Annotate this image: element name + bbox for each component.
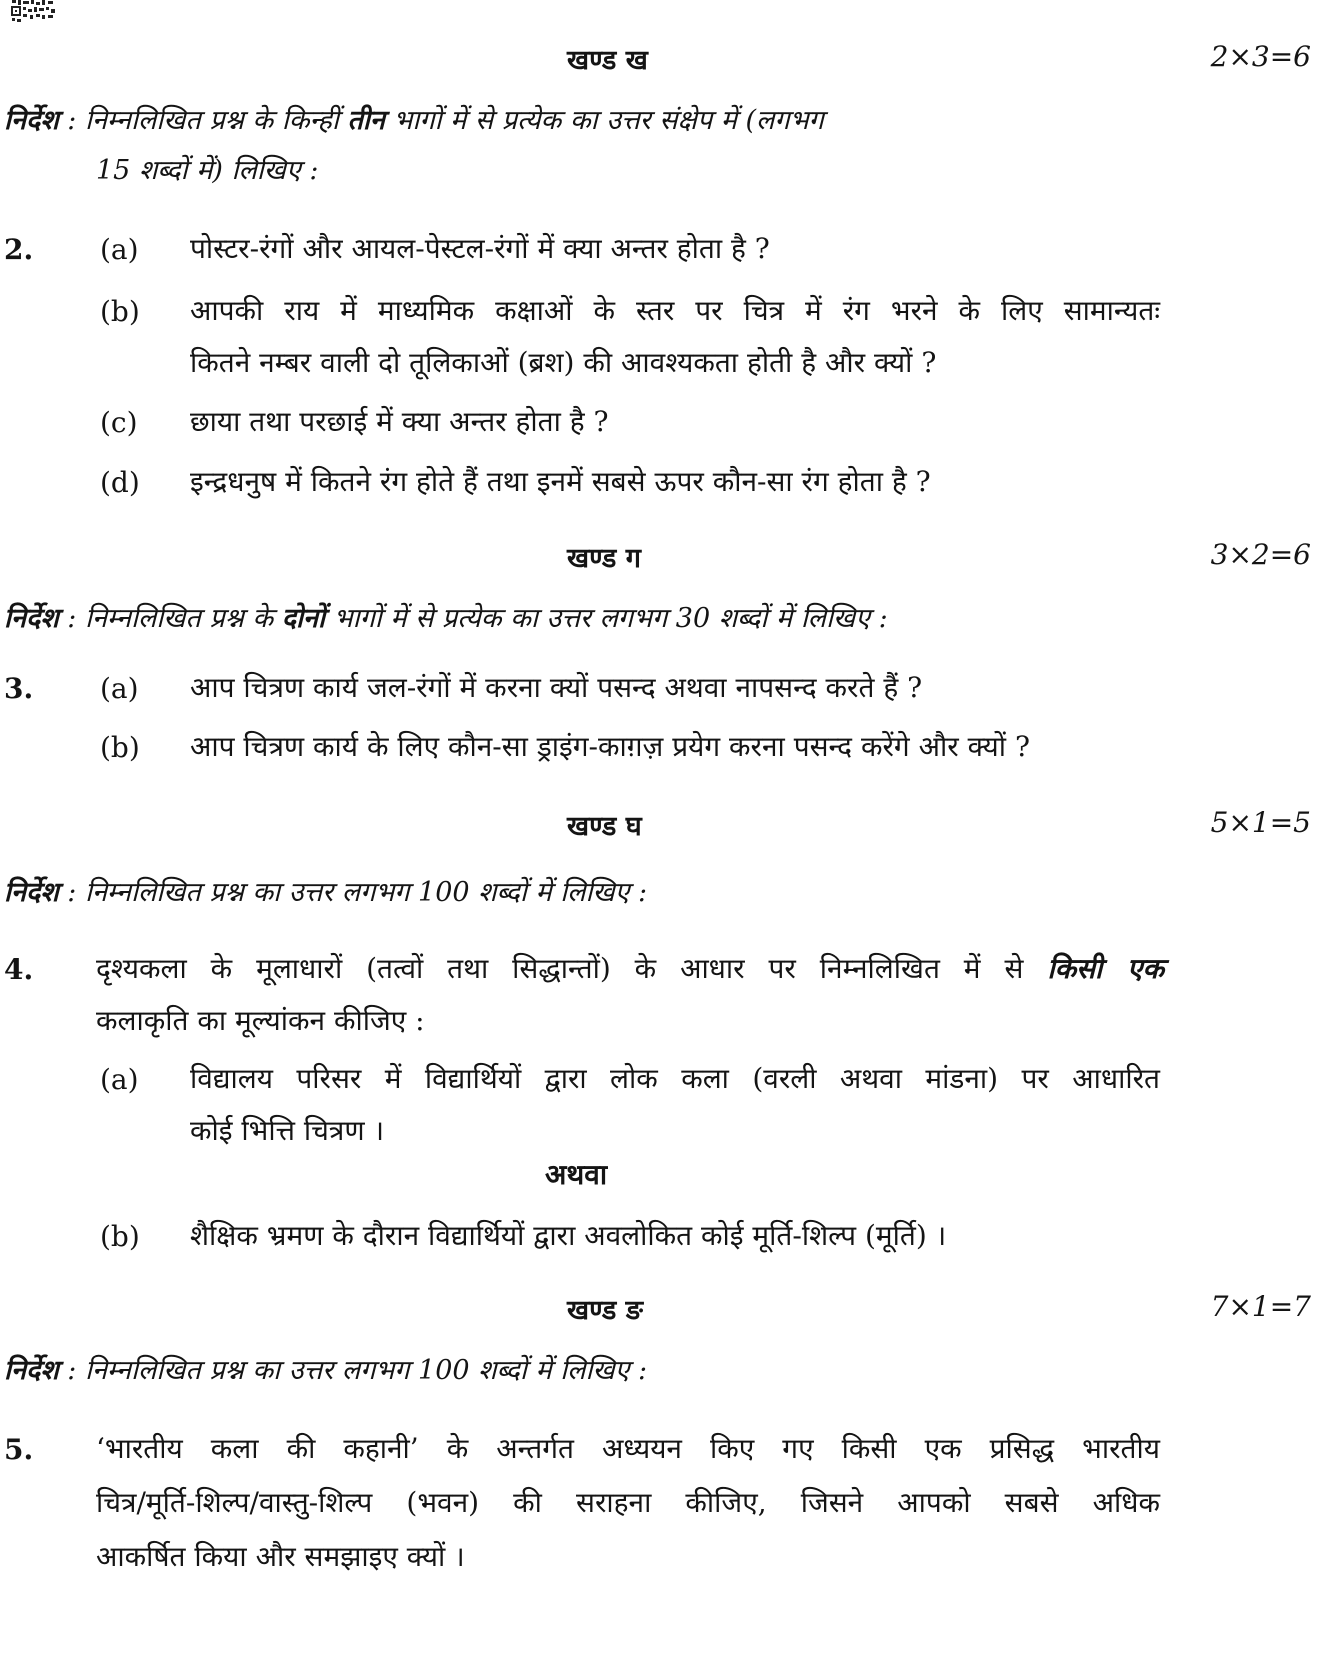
q2-part-c-text: छाया तथा परछाई में क्या अन्तर होता है ? bbox=[190, 405, 609, 438]
question-number-3: 3. bbox=[4, 672, 34, 705]
question-number-2: 2. bbox=[4, 233, 34, 266]
section-heading-ga: खण्ड ग bbox=[567, 543, 641, 574]
q2-part-b-line2: कितने नम्बर वाली दो तूलिकाओं (ब्रश) की आवश्यकता होती है और क्यों ? bbox=[190, 346, 937, 379]
instruction-ga bbox=[4, 598, 888, 635]
section-heading-nga: खण्ड ङ bbox=[567, 1295, 643, 1326]
instruction-label: निर्देश bbox=[4, 1355, 59, 1386]
section-marks-kha: 2×3=6 bbox=[1210, 40, 1311, 73]
q2-part-d-label: (d) bbox=[100, 466, 140, 499]
instruction-text: : निम्नलिखित प्रश्न का उत्तर लगभग 100 शब्दों में लिखिए : bbox=[58, 877, 648, 908]
instruction-emphasis: तीन bbox=[347, 105, 385, 136]
q4-stem-text: दृश्यकला के मूलाधारों (तत्वों तथा सिद्धान्तों) के आधार पर निम्नलिखित में से bbox=[96, 952, 1048, 985]
instruction-gha bbox=[4, 872, 647, 909]
instruction-emphasis: दोनों bbox=[281, 603, 326, 634]
q2-part-a-label: (a) bbox=[100, 233, 139, 266]
q3-part-a-text: आप चित्रण कार्य जल-रंगों में करना क्यों पसन्द अथवा नापसन्द करते हैं ? bbox=[190, 671, 923, 704]
instruction-label: निर्देश bbox=[4, 603, 59, 634]
question-number-5: 5. bbox=[4, 1433, 34, 1466]
section-marks-gha: 5×1=5 bbox=[1210, 806, 1311, 839]
qr-code-icon bbox=[8, 0, 60, 24]
q4-part-a-line1: विद्यालय परिसर में विद्यार्थियों द्वारा लोक कला (वरली अथवा मांडना) पर आधारित bbox=[190, 1062, 1160, 1095]
q2-part-b-label: (b) bbox=[100, 295, 140, 328]
instruction-text: भागों में से प्रत्येक का उत्तर लगभग 30 शब्दों में लिखिए : bbox=[325, 603, 888, 634]
section-heading-gha: खण्ड घ bbox=[567, 811, 642, 842]
q4-stem-line2: कलाकृति का मूल्यांकन कीजिए : bbox=[96, 1004, 425, 1037]
instruction-nga bbox=[4, 1350, 647, 1387]
section-marks-ga: 3×2=6 bbox=[1210, 538, 1311, 571]
instruction-label: निर्देश bbox=[4, 877, 59, 908]
section-marks-nga: 7×1=7 bbox=[1210, 1290, 1311, 1323]
or-separator: अथवा bbox=[545, 1158, 608, 1191]
instruction-text: भागों में से प्रत्येक का उत्तर संक्षेप में (लगभग bbox=[384, 105, 824, 136]
q4-part-b-text: शैक्षिक भ्रमण के दौरान विद्यार्थियों द्वारा अवलोकित कोई मूर्ति-शिल्प (मूर्ति) । bbox=[190, 1219, 947, 1252]
q4-part-a-line2: कोई भित्ति चित्रण । bbox=[190, 1114, 385, 1147]
q5-line3: आकर्षित किया और समझाइए क्यों । bbox=[96, 1540, 465, 1573]
instruction-kha bbox=[4, 100, 824, 137]
question-number-4: 4. bbox=[4, 953, 34, 986]
instruction-label: निर्देश bbox=[4, 105, 59, 136]
q5-line2: चित्र/मूर्ति-शिल्प/वास्तु-शिल्प (भवन) की सराहना कीजिए, जिसने आपको सबसे अधिक bbox=[96, 1486, 1160, 1519]
q2-part-a-text: पोस्टर-रंगों और आयल-पेस्टल-रंगों में क्या अन्तर होता है ? bbox=[190, 232, 770, 265]
section-heading-kha: खण्ड ख bbox=[567, 45, 648, 76]
q4-part-a-label: (a) bbox=[100, 1063, 139, 1096]
q2-part-c-label: (c) bbox=[100, 406, 138, 439]
q3-part-b-text: आप चित्रण कार्य के लिए कौन-सा ड्राइंग-काग़ज़ प्रयेग करना पसन्द करेंगे और क्यों ? bbox=[190, 730, 1030, 763]
instruction-text: : निम्नलिखित प्रश्न का उत्तर लगभग 100 शब्दों में लिखिए : bbox=[58, 1355, 648, 1386]
q3-part-a-label: (a) bbox=[100, 672, 139, 705]
q3-part-b-label: (b) bbox=[100, 731, 140, 764]
q4-stem-line1 bbox=[96, 942, 1164, 996]
instruction-text: : निम्नलिखित प्रश्न के किन्हीं bbox=[58, 105, 348, 136]
q2-part-d-text: इन्द्रधनुष में कितने रंग होते हैं तथा इनमें सबसे ऊपर कौन-सा रंग होता है ? bbox=[190, 465, 931, 498]
q4-stem-emphasis: किसी एक bbox=[1047, 952, 1164, 985]
q5-line1: ‘भारतीय कला की कहानी’ के अन्तर्गत अध्ययन किए गए किसी एक प्रसिद्ध भारतीय bbox=[96, 1432, 1160, 1465]
instruction-text: : निम्नलिखित प्रश्न के bbox=[58, 603, 282, 634]
q2-part-b-line1: आपकी राय में माध्यमिक कक्षाओं के स्तर पर चित्र में रंग भरने के लिए सामान्यतः bbox=[190, 294, 1160, 327]
q4-part-b-label: (b) bbox=[100, 1220, 140, 1253]
instruction-kha-line2: 15 शब्दों में) लिखिए : bbox=[96, 155, 319, 186]
